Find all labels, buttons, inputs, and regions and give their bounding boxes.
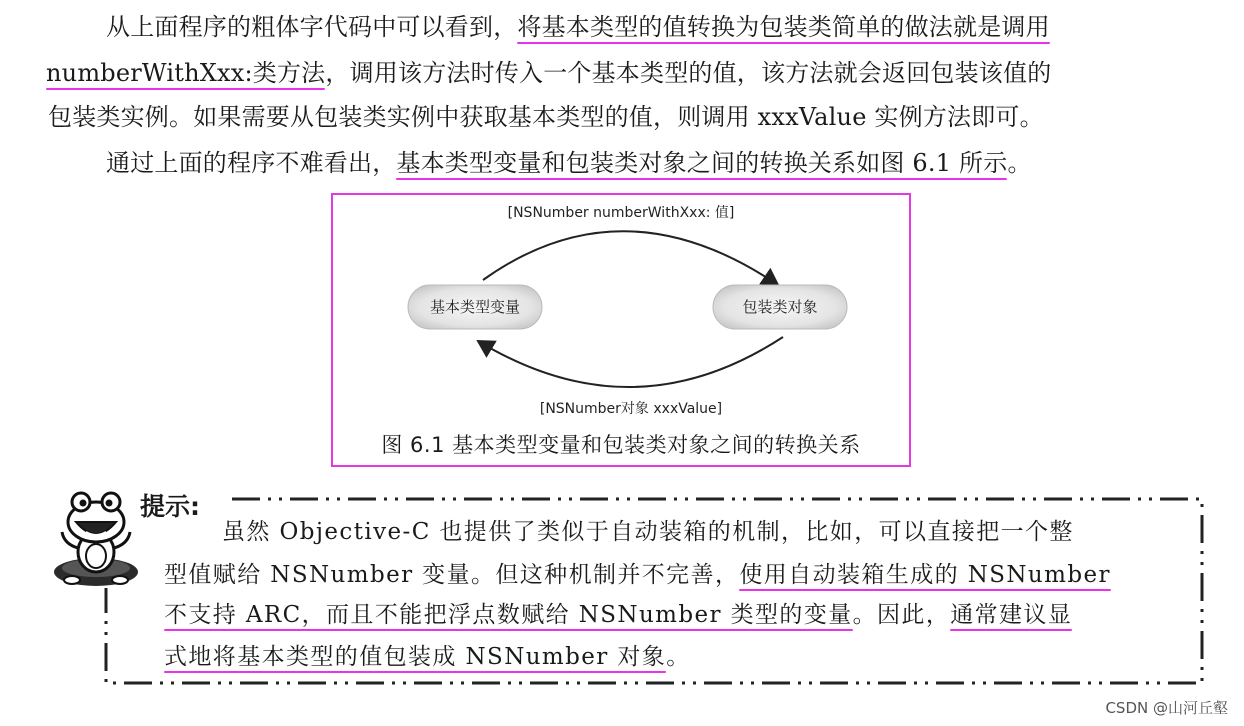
csdn-watermark: CSDN @山河丘壑 — [1105, 699, 1228, 717]
tip-highlight-1: 使用自动装箱生成的 NSNumber — [739, 562, 1111, 588]
p1-highlight-2: numberWithXxx:类方法 — [46, 59, 326, 87]
tip-text-1: 虽然 Objective-C 也提供了类似于自动装箱的机制，比如，可以直接把一个整 — [222, 519, 1074, 545]
p2-text-plain: 通过上面的程序不难看出， — [106, 149, 397, 177]
tip-line-3 — [164, 598, 1072, 632]
p2-highlight: 基本类型变量和包装类对象之间的转换关系如图 6.1 所示 — [396, 149, 1008, 177]
tip-line-2 — [164, 558, 1111, 592]
tip-text-3b: 。因此， — [852, 602, 951, 628]
p1-highlight-1: 将基本类型的值转换为包装类简单的做法就是调用 — [517, 13, 1050, 41]
frog-mascot-icon — [50, 488, 142, 592]
tip-title: 提示: — [140, 487, 206, 523]
top-arrow-label: [NSNumber numberWithXxx: 值] — [507, 205, 735, 221]
p1-text-plain-3: 包装类实例。如果需要从包装类实例中获取基本类型的值，则调用 xxxValue 实例方法即可。 — [48, 103, 1044, 131]
p2-period: 。 — [1007, 149, 1032, 177]
p1-text-plain: 从上面程序的粗体字代码中可以看到， — [106, 13, 518, 41]
tip-highlight-2: 不支持 ARC，而且不能把浮点数赋给 NSNumber 类型的变量 — [164, 602, 853, 628]
tip-highlight-4: 式地将基本类型的值包装成 NSNumber 对象 — [164, 644, 667, 670]
tip-text-2a: 型值赋给 NSNumber 变量。但这种机制并不完善， — [164, 562, 740, 588]
bottom-arrow-label: [NSNumber对象 xxxValue] — [539, 401, 723, 417]
primitive-node-label: 基本类型变量 — [429, 298, 521, 316]
tip-line-1 — [222, 515, 1074, 549]
tip-text-4b: 。 — [666, 644, 691, 670]
p1-text-plain-2: ，调用该方法时传入一个基本类型的值，该方法就会返回包装该值的 — [325, 59, 1052, 87]
figure-caption: 图 6.1 基本类型变量和包装类对象之间的转换关系 — [381, 433, 861, 457]
wrapper-node-label: 包装类对象 — [742, 298, 818, 316]
tip-line-4 — [164, 640, 691, 674]
tip-highlight-3: 通常建议显 — [950, 602, 1073, 628]
